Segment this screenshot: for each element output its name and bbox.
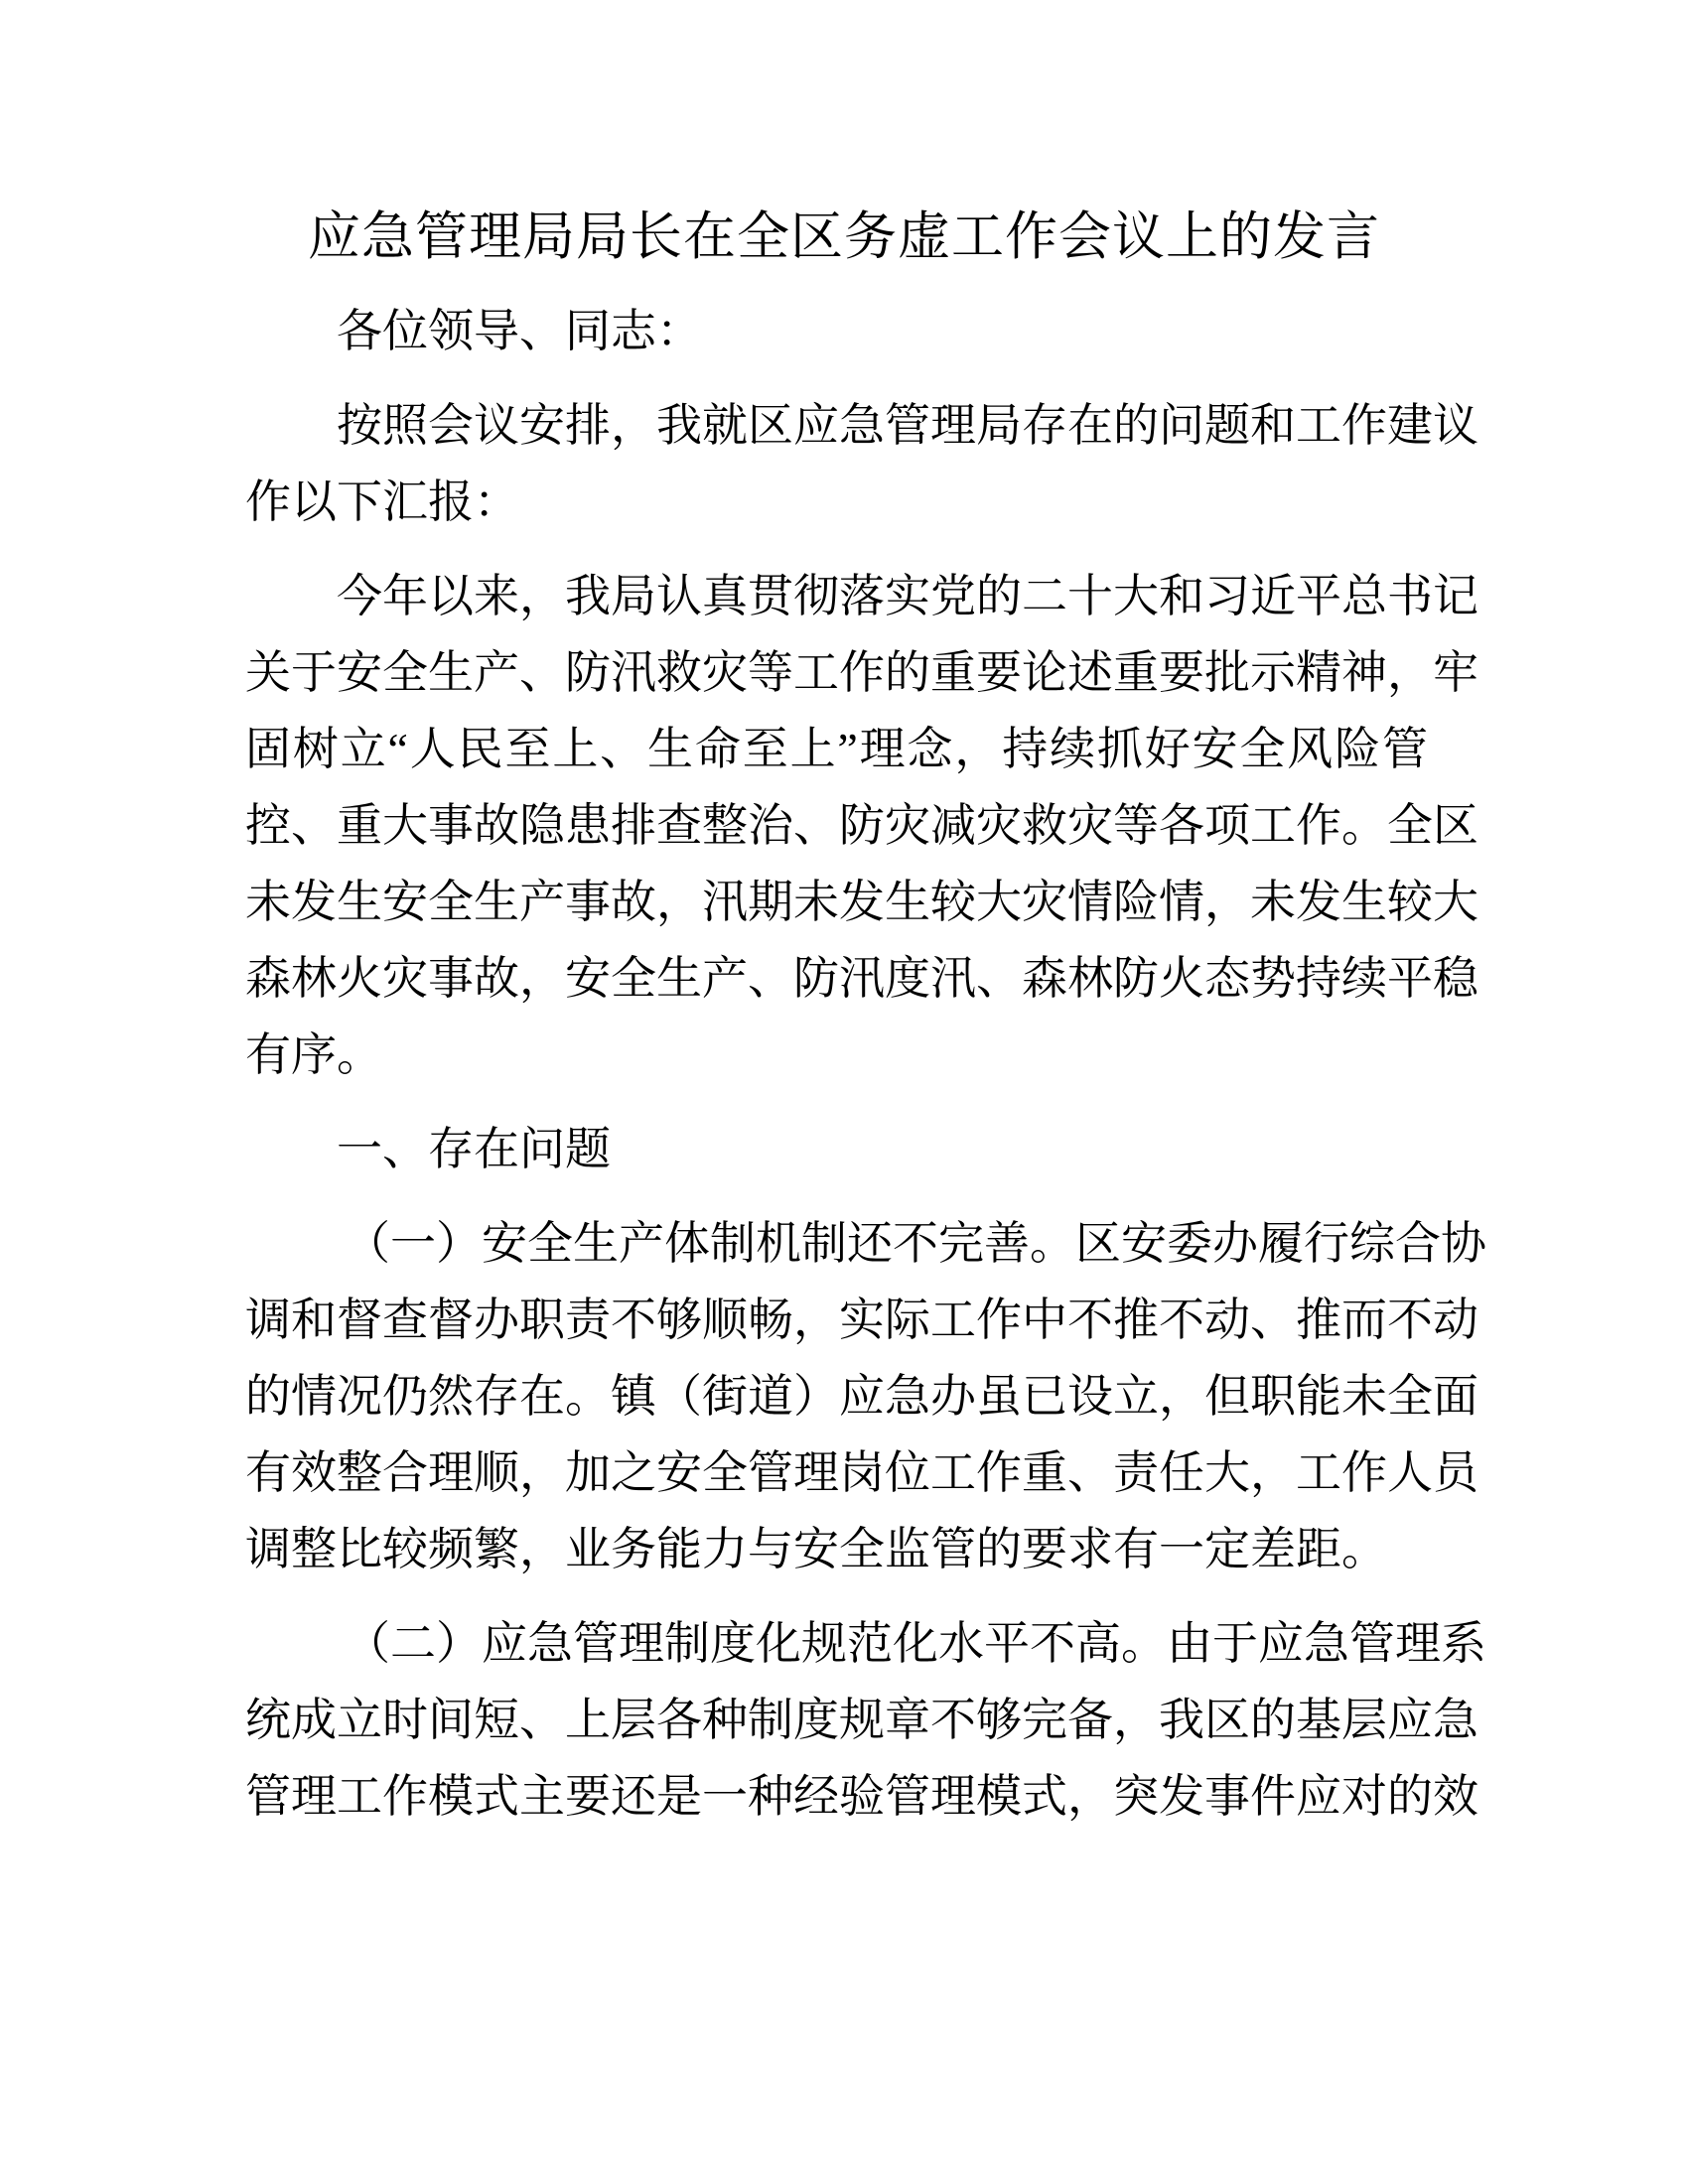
- document-body: [245, 293, 1486, 1852]
- text-line: 按照会议安排，我就区应急管理局存在的问题和工作建议: [337, 400, 1478, 451]
- paragraph-summary: [245, 558, 1478, 1093]
- text-line: 今年以来，我局认真贯彻落实党的二十大和习近平总书记: [337, 571, 1478, 621]
- text-line: 有效整合理顺，加之安全管理岗位工作重、责任大，工作人员: [245, 1447, 1478, 1498]
- text-line: 作以下汇报：: [245, 477, 519, 527]
- paragraph-problem-2: [245, 1605, 1486, 1835]
- text-line: 管理工作模式主要还是一种经验管理模式，突发事件应对的效: [245, 1771, 1478, 1822]
- text-line: 统成立时间短、上层各种制度规章不够完备，我区的基层应急: [245, 1695, 1478, 1745]
- text-line: 各位领导、同志：: [337, 306, 702, 356]
- text-line: 调和督查督办职责不够顺畅，实际工作中不推不动、推而不动: [245, 1295, 1478, 1345]
- text-line: 一、存在问题: [337, 1124, 611, 1174]
- text-line: 有序。: [245, 1029, 382, 1080]
- paragraph-greeting: [245, 293, 1428, 369]
- text-line: 未发生安全生产事故，汛期未发生较大灾情险情，未发生较大: [245, 877, 1478, 927]
- text-line: 的情况仍然存在。镇（街道）应急办虽已设立，但职能未全面: [245, 1371, 1478, 1422]
- paragraph-problem-1: [245, 1205, 1486, 1587]
- text-line: 森林火灾事故，安全生产、防汛度汛、森林防火态势持续平稳: [245, 953, 1478, 1004]
- paragraph-intro: [245, 387, 1478, 540]
- document-title: 应急管理局局长在全区务虚工作会议上的发言: [308, 208, 1380, 266]
- text-line: 固树立“人民至上、生命至上”理念，持续抓好安全风险管: [245, 724, 1428, 774]
- text-line: 控、重大事故隐患排查整治、防灾减灾救灾等各项工作。全区: [245, 800, 1478, 851]
- text-line: 关于安全生产、防汛救灾等工作的重要论述重要批示精神，牢: [245, 647, 1478, 698]
- text-line: 调整比较频繁，业务能力与安全监管的要求有一定差距。: [245, 1524, 1387, 1574]
- text-line: （一）安全生产体制机制还不完善。区安委办履行综合协: [345, 1218, 1486, 1269]
- text-line: （二）应急管理制度化规范化水平不高。由于应急管理系: [345, 1618, 1486, 1669]
- paragraph-section-heading-problems: [245, 1111, 1428, 1187]
